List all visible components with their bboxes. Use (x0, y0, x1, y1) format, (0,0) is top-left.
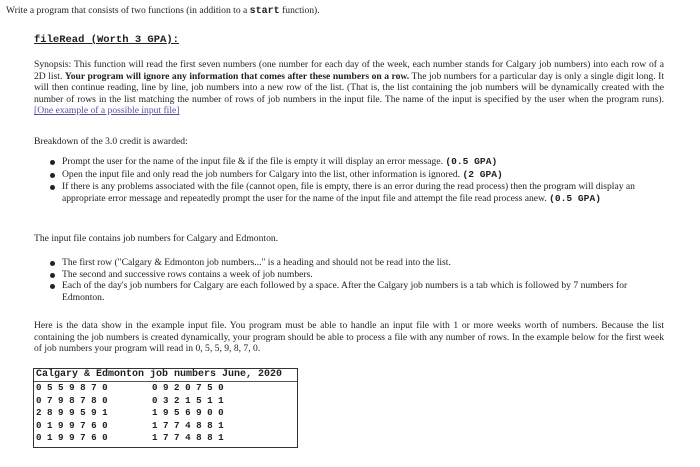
list-item (34, 257, 654, 269)
edmonton-numbers: 1 7 7 4 8 8 1 (152, 432, 224, 443)
file-row (34, 407, 297, 420)
item-text: Prompt the user for the name of the input file & if the file is empty it will display an error message. (62, 156, 446, 167)
bullet-icon (50, 173, 55, 178)
calgary-numbers: 0 5 5 9 8 7 0 (36, 382, 108, 393)
bullet-icon (50, 284, 55, 289)
edmonton-numbers: 0 3 2 1 5 1 1 (152, 394, 224, 406)
item-text: If there is any problems associated with the file (cannot open, file is empty, there is an error during the read process) then the program will display an appropriate error message and repeatedly prompt the user for the name of the input file and attempt the file read process anew. (62, 181, 635, 204)
synopsis-bold: Your program will ignore any information that comes after these numbers on a row. (64, 70, 410, 82)
calgary-numbers: 0 1 9 9 7 6 0 (36, 432, 108, 443)
list-item (34, 169, 654, 181)
file-heading: Calgary & Edmonton job numbers June, 2020 (34, 369, 297, 382)
calgary-numbers: 0 1 9 9 7 6 0 (36, 419, 108, 431)
example-file-link[interactable]: [One example of a possible input file] (34, 105, 180, 117)
calgary-numbers: 2 8 9 9 5 9 1 (36, 407, 108, 418)
input-intro: The input file contains job numbers for Calgary and Edmonton. (34, 233, 279, 244)
edmonton-numbers: 1 9 5 6 9 0 0 (152, 407, 224, 418)
input-points-list (34, 257, 654, 303)
section-title: fileRead (Worth 3 GPA): (34, 34, 179, 46)
item-text: The second and successive rows contains a week of job numbers. (62, 268, 313, 280)
file-row (34, 382, 297, 395)
calgary-numbers: 0 7 9 8 7 8 0 (36, 394, 108, 406)
list-item (34, 269, 654, 281)
breakdown-list (34, 156, 654, 205)
file-row (34, 432, 297, 445)
edmonton-numbers: 1 7 7 4 8 8 1 (152, 419, 224, 431)
gpa-value: (0.5 GPA) (549, 192, 601, 204)
item-text: Open the input file and only read the job numbers for Calgary into the list, other information is ignored. (62, 168, 463, 180)
file-row (34, 420, 297, 433)
edmonton-numbers: 0 9 2 0 7 5 0 (152, 382, 224, 393)
item-text: Each of the day's job numbers for Calgary are each followed by a space. After the Calgary job numbers is a tab which is followed by 7 numbers for Edmonton. (62, 280, 628, 303)
bullet-icon (50, 185, 55, 190)
gpa-value: (0.5 GPA) (445, 156, 498, 167)
synopsis-text: Synopsis: This function will read the first seven numbers (one number for each day of the week, each number stands for Calgary job numbers) into each row of a 2D list. (34, 59, 664, 82)
item-text: The first row ("Calgary & Edmonton job numbers..." is a heading and should not be read into the list. (62, 257, 451, 268)
bullet-icon (50, 261, 55, 266)
list-item (34, 156, 654, 168)
list-item (34, 280, 654, 303)
file-row (34, 395, 297, 408)
gpa-value: (2 GPA) (462, 168, 503, 180)
list-item (34, 181, 654, 204)
intro-text: Write a program that consists of two functions (in addition to a (6, 5, 250, 16)
intro-text-end: function). (279, 5, 320, 16)
start-code: start (249, 6, 280, 17)
intro-line (6, 5, 686, 18)
synopsis-text-2: The job numbers for a particular day is only a single digit long. It will then continue reading, line by line, job numbers into a new row of the list. (That is, the list containing the job numbers will be dynamically created with the number of rows in the list matching the number of rows of job numbers in the input file. The name of the input is specified by the user when the program runs). (34, 70, 664, 105)
bullet-icon (50, 273, 55, 278)
synopsis-paragraph (34, 59, 664, 117)
example-paragraph: Here is the data show in the example input file. You program must be able to handle an input file with 1 or more weeks worth of numbers. Because the list containing the job numbers is created dynamically, your program should be able to process a file with any number of rows. In the example below for the first week of job numbers your program will read in 0, 5, 5, 9, 8, 7, 0. (34, 320, 664, 355)
bullet-icon (50, 160, 55, 165)
breakdown-title: Breakdown of the 3.0 credit is awarded: (34, 136, 188, 147)
example-input-file (33, 368, 298, 448)
